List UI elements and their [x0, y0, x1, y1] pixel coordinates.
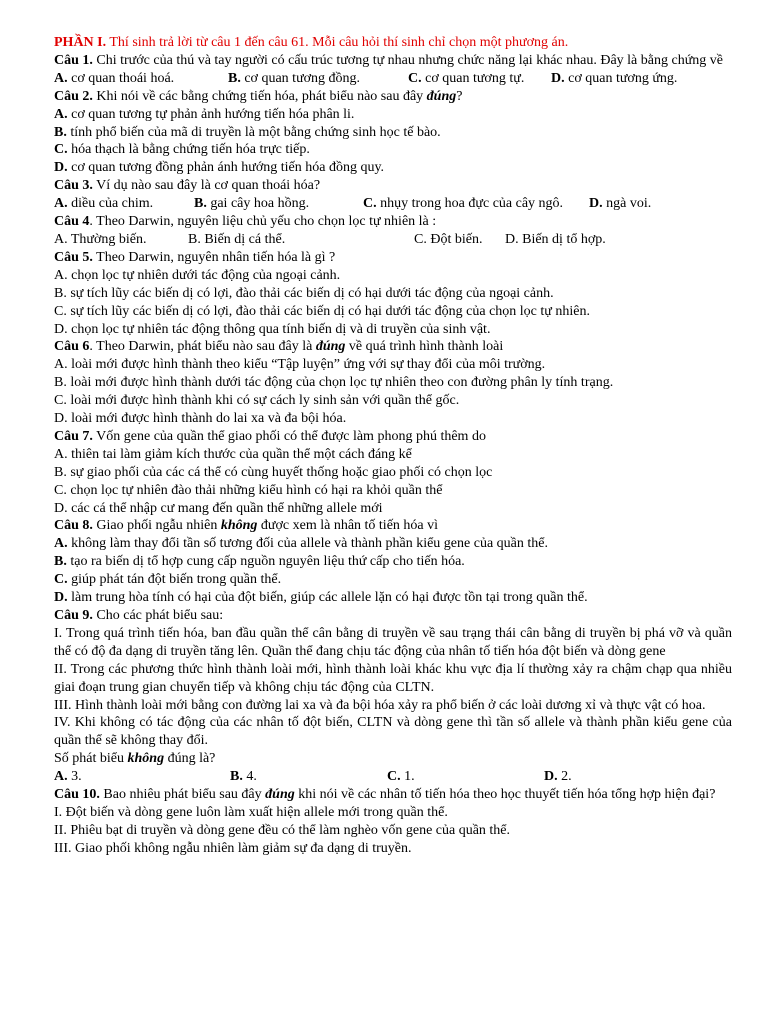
- option-letter: D.: [544, 769, 558, 785]
- option-letter: A.: [54, 769, 68, 785]
- option-c: [387, 768, 544, 786]
- option-letter: A.: [54, 106, 68, 122]
- option-text: cơ quan tương đồng.: [240, 70, 361, 86]
- option-letter: B.: [228, 70, 241, 86]
- option-a: A. Thường biến.: [54, 231, 147, 247]
- option-text: ngà voi.: [602, 196, 652, 212]
- question-number: Câu 10.: [54, 787, 100, 803]
- question-stem-end: ?: [456, 88, 463, 104]
- question-stem: Vốn gene của quần thể giao phối có thể được làm phong phú thêm do: [92, 428, 486, 444]
- statement-3: III. Hình thành loài mới bằng con đường lai xa và đa bội hóa xảy ra phổ biến ở các loài dương xỉ và thực vật có hoa.: [54, 697, 706, 713]
- question-10: [54, 786, 732, 804]
- option-d: D. các cá thể nhập cư mang đến quần thể những allele mới: [54, 500, 383, 516]
- option-a: [54, 535, 732, 553]
- option-text: tính phổ biến của mã di truyền là một bằng chứng sinh học tế bào.: [66, 124, 441, 140]
- part-text: Thí sinh trả lời từ câu 1 đến câu 61. Mỗi câu hỏi thí sinh chỉ chọn một phương án.: [106, 35, 569, 50]
- option-d: [551, 70, 732, 88]
- option-text: cơ quan tương tự.: [421, 70, 525, 86]
- question-9-options: [54, 768, 732, 786]
- question-stem: Ví dụ nào sau đây là cơ quan thoái hóa?: [92, 178, 321, 194]
- option-text: cơ quan thoái hoá.: [67, 70, 175, 86]
- option-text: gai cây hoa hồng.: [206, 196, 310, 212]
- part-label: PHẦN I.: [54, 35, 107, 50]
- option-c: [54, 141, 732, 159]
- option-c: C. chọn lọc tự nhiên đào thải những kiểu hình có hại ra khỏi quần thể: [54, 482, 443, 498]
- option-d: [589, 195, 732, 213]
- option-letter: B.: [54, 124, 67, 140]
- question-8: [54, 517, 732, 535]
- option-letter: A.: [54, 536, 68, 552]
- option-text: cơ quan tương ứng.: [564, 70, 678, 86]
- question-stem: Cho các phát biểu sau:: [92, 608, 224, 623]
- option-text: 4.: [242, 769, 257, 785]
- option-c: C. Đột biến.: [414, 231, 483, 247]
- part-heading: [54, 34, 732, 52]
- option-text: 2.: [557, 769, 572, 785]
- option-c: [54, 571, 732, 589]
- question-3-options: [54, 195, 732, 213]
- option-b: [54, 124, 732, 142]
- option-b: B. sự tích lũy các biến dị có lợi, đào thải các biến dị có hại dưới tác động của ngoại cảnh.: [54, 285, 554, 301]
- option-letter: B.: [230, 769, 243, 785]
- option-text: giúp phát tán đột biến trong quần thể.: [67, 572, 282, 588]
- question-7: [54, 428, 732, 446]
- emphasis: đúng: [426, 88, 457, 104]
- option-c: C. loài mới được hình thành khi có sự cách ly sinh sản với quần thể gốc.: [54, 393, 460, 409]
- question-number: Câu 7.: [54, 428, 93, 444]
- option-letter: D.: [589, 196, 603, 212]
- option-text: nhụy trong hoa đực của cây ngô.: [376, 196, 564, 212]
- question-number: Câu 6: [54, 339, 90, 355]
- option-text: không làm thay đổi tần số tương đối của allele và thành phần kiểu gene của quần thể.: [67, 536, 548, 552]
- ask-text-end: đúng là?: [164, 751, 216, 767]
- option-letter: A.: [54, 70, 68, 86]
- statement-1: I. Trong quá trình tiến hóa, ban đầu quần thể cân bằng di truyền về sau trạng thái cân bằng di truyền bị phá vỡ và quần thể có độ đa dạng di truyền tăng lên. Quần thể đang chịu tác động của nhân tố tiến hóa đột biến và dòng gene: [54, 625, 732, 659]
- option-a: [54, 195, 194, 213]
- option-letter: C.: [408, 70, 422, 86]
- question-4: [54, 213, 732, 231]
- statement-4: IV. Khi không có tác động của các nhân tố đột biến, CLTN và dòng gene thì tần số allele và thành phần kiểu gene của quần thể sẽ không thay đổi.: [54, 715, 732, 749]
- option-d: [544, 768, 732, 786]
- option-a: [54, 768, 230, 786]
- option-d: D. loài mới được hình thành do lai xa và đa bội hóa.: [54, 411, 347, 427]
- option-b: [230, 768, 387, 786]
- question-9: [54, 607, 732, 625]
- statement-3: III. Giao phối không ngẫu nhiên làm giảm sự đa dạng di truyền.: [54, 840, 412, 856]
- emphasis: không: [220, 518, 258, 534]
- option-a: [54, 70, 228, 88]
- option-letter: C.: [363, 196, 377, 212]
- option-b: B. loài mới được hình thành dưới tác động của chọn lọc tự nhiên theo con đường phân ly tính trạng.: [54, 375, 614, 391]
- option-b: B. sự giao phối của các cá thể có cùng huyết thống hoặc giao phối có chọn lọc: [54, 464, 493, 480]
- option-d: [54, 159, 732, 177]
- question-stem-end: về quá trình hình thành loài: [345, 339, 504, 355]
- question-6: [54, 338, 732, 356]
- question-stem-end: được xem là nhân tố tiến hóa vì: [257, 518, 439, 534]
- option-letter: A.: [54, 196, 68, 212]
- option-d: [54, 589, 732, 607]
- question-number: Câu 4: [54, 214, 90, 230]
- statement-2: II. Trong các phương thức hình thành loài mới, hình thành loài khác khu vực địa lí thường xảy ra chậm chạp qua nhiều giai đoạn trung gian chuyển tiếp và không chịu tác động của CLTN.: [54, 661, 732, 695]
- option-letter: C.: [387, 769, 401, 785]
- question-number: Câu 8.: [54, 518, 93, 534]
- option-letter: B.: [194, 196, 207, 212]
- option-text: diều của chim.: [67, 196, 154, 212]
- emphasis: đúng: [315, 339, 346, 355]
- question-number: Câu 1.: [54, 52, 93, 68]
- question-number: Câu 2.: [54, 88, 93, 104]
- option-b: [54, 553, 732, 571]
- option-a: [54, 106, 732, 124]
- question-stem: Chi trước của thú và tay người có cấu trúc tương tự nhau nhưng chức năng lại khác nhau. Đây là bằng chứng về: [92, 52, 723, 68]
- question-number: Câu 9.: [54, 608, 93, 623]
- option-letter: B.: [54, 554, 67, 570]
- option-letter: C.: [54, 572, 68, 588]
- ask-text: Số phát biểu: [54, 751, 128, 767]
- option-b: [194, 195, 363, 213]
- option-letter: C.: [54, 142, 68, 158]
- option-c: C. sự tích lũy các biến dị có lợi, đào thải các biến dị có hại dưới tác động của chọn lọc tự nhiên.: [54, 303, 590, 319]
- question-stem: . Theo Darwin, nguyên liệu chủ yếu cho chọn lọc tự nhiên là :: [89, 214, 437, 230]
- option-c: [408, 70, 551, 88]
- option-text: tạo ra biến dị tổ hợp cung cấp nguồn nguyên liệu thứ cấp cho tiến hóa.: [66, 554, 465, 570]
- option-d: D. Biến dị tổ hợp.: [505, 231, 606, 247]
- question-stem-end: khi nói về các nhân tố tiến hóa theo học thuyết tiến hóa tổng hợp hiện đại?: [294, 787, 716, 803]
- question-stem: . Theo Darwin, phát biểu nào sau đây là: [89, 339, 316, 355]
- question-1-options: [54, 70, 732, 88]
- emphasis: đúng: [265, 787, 295, 803]
- question-3: [54, 177, 732, 195]
- option-text: làm trung hòa tính có hại của đột biến, giúp các allele lặn có hại được tồn tại trong quần thể.: [67, 590, 588, 606]
- question-1: [54, 52, 732, 70]
- option-letter: D.: [551, 70, 565, 86]
- option-a: A. loài mới được hình thành theo kiểu “Tập luyện” ứng với sự thay đổi của môi trường.: [54, 357, 546, 373]
- question-stem: Theo Darwin, nguyên nhân tiến hóa là gì ?: [92, 249, 336, 265]
- option-text: 3.: [67, 769, 82, 785]
- question-number: Câu 5.: [54, 249, 93, 265]
- question-stem: Khi nói về các bằng chứng tiến hóa, phát biểu nào sau đây: [92, 88, 427, 104]
- option-a: A. chọn lọc tự nhiên dưới tác động của ngoại cảnh.: [54, 267, 341, 283]
- question-9-ask: [54, 750, 732, 768]
- option-a: A. thiên tai làm giảm kích thước của quần thể một cách đáng kể: [54, 446, 412, 462]
- emphasis: không: [127, 751, 165, 767]
- option-d: D. chọn lọc tự nhiên tác động thông qua tính biến dị và di truyền của sinh vật.: [54, 321, 491, 337]
- statement-1: I. Đột biến và dòng gene luôn làm xuất hiện allele mới trong quần thể.: [54, 804, 448, 820]
- option-text: hóa thạch là bằng chứng tiến hóa trực tiếp.: [67, 142, 310, 158]
- question-stem: Bao nhiêu phát biểu sau đây: [99, 787, 266, 803]
- option-letter: D.: [54, 160, 68, 176]
- option-b: [228, 70, 408, 88]
- question-5: [54, 249, 732, 267]
- option-c: [363, 195, 589, 213]
- statement-2: II. Phiêu bạt di truyền và dòng gene đều có thể làm nghèo vốn gene của quần thể.: [54, 822, 511, 838]
- option-text: cơ quan tương tự phản ảnh hướng tiến hóa phân li.: [67, 106, 355, 122]
- option-text: 1.: [400, 769, 415, 785]
- question-2: [54, 88, 732, 106]
- question-4-options: [54, 231, 732, 249]
- question-stem: Giao phối ngẫu nhiên: [92, 518, 221, 534]
- question-number: Câu 3.: [54, 178, 93, 194]
- option-text: cơ quan tương đồng phản ánh hướng tiến hóa đồng quy.: [67, 160, 385, 176]
- option-letter: D.: [54, 590, 68, 606]
- option-b: B. Biến dị cá thể.: [188, 231, 286, 247]
